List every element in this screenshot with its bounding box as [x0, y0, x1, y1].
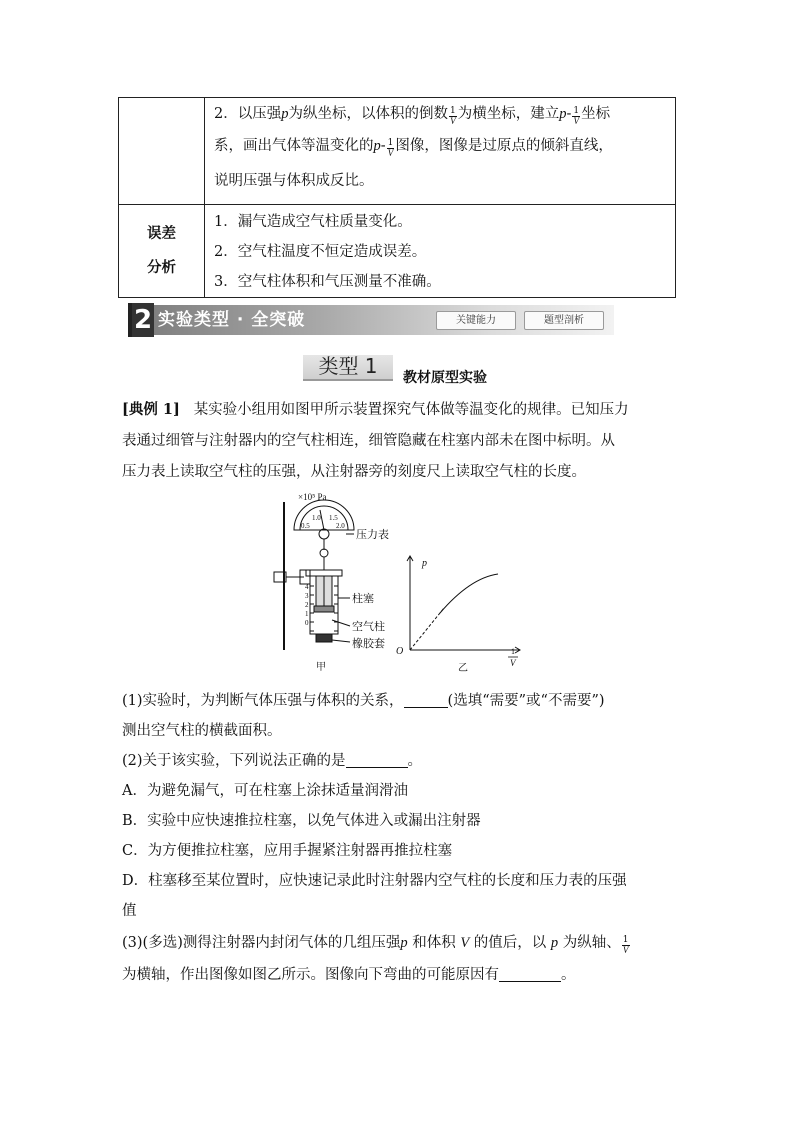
gauge-tick: 1.5: [329, 514, 338, 522]
questions: [122, 686, 631, 990]
label-plunger: 柱塞: [352, 593, 374, 605]
table-row1-line1: 2．以压强p为纵坐标，以体积的倒数 $\frac{1}{V}$ 为横坐标，建立p- $\frac{1}{V}$ 坐标: [214, 106, 611, 126]
banner-title: 实验类型 · 全突破: [158, 310, 306, 330]
graph-curve: [440, 574, 498, 613]
gauge-tick: 0.5: [301, 522, 310, 530]
graph-x-den: V: [510, 658, 516, 668]
fraction-1-over-v: $\frac{1}{V}$: [573, 106, 580, 126]
question-3-line-1: (3)(多选)测得注射器内封闭气体的几组压强p 和体积 V 的值后，以 p 为纵轴、 $\frac{1}{V}$: [122, 935, 629, 955]
question-2: (2)关于该实验，下列说法正确的是 。: [122, 753, 423, 769]
example-line-3: 压力表上读取空气柱的压强，从注射器旁的刻度尺上读取空气柱的长度。: [122, 464, 586, 480]
rubber-cap: [316, 634, 332, 642]
label-air-column: 空气柱: [352, 621, 385, 633]
table-cell-error-items: [205, 205, 676, 298]
example-paragraph: [122, 395, 629, 487]
error-item: 3．空气柱体积和气压测量不准确。: [214, 274, 441, 290]
gauge-unit: ×10⁵ Pa: [298, 492, 327, 502]
label-gauge: 压力表: [356, 529, 389, 541]
example-tag: [典例 1]: [122, 401, 180, 418]
experiment-figure: [270, 490, 530, 680]
caption-jia: 甲: [316, 662, 326, 673]
question-1-line-2: 测出空气柱的横截面积。: [122, 723, 282, 739]
graph-p-label: p: [422, 558, 427, 569]
type-heading-subtitle: 教材原型实验: [403, 370, 487, 386]
example-line-2: 表通过细管与注射器内的空气柱相连，细管隐藏在柱塞内部未在图中标明。从: [122, 433, 615, 449]
scale-number: 0: [305, 619, 309, 627]
tag-key-ability: 关键能力: [436, 311, 516, 330]
option-d-continued: 值: [122, 903, 137, 919]
fraction-1-over-v: $\frac{1}{V}$: [449, 106, 456, 126]
error-item: 1．漏气造成空气柱质量变化。: [214, 214, 412, 230]
gauge-tick: 2.0: [336, 522, 345, 530]
summary-table: [118, 97, 676, 298]
option-c: C．为方便推拉柱塞，应用手握紧注射器再推拉柱塞: [122, 843, 453, 859]
example-line-1: [典例 1] 某实验小组用如图甲所示装置探究气体做等温变化的规律。已知压力: [122, 401, 629, 418]
graph-origin: O: [396, 646, 404, 657]
scale-number: 4: [305, 583, 309, 591]
tag-question-analysis: 题型剖析: [524, 311, 604, 330]
option-d: D．柱塞移至某位置时，应快速记录此时注射器内空气柱的长度和压力表的压强: [122, 873, 627, 889]
gauge-tick: 1.0: [312, 514, 321, 522]
table-cell-graph-method: [205, 98, 676, 205]
caption-yi: 乙: [458, 663, 468, 674]
scale-number: 1: [305, 610, 309, 618]
graph-x-num: 1: [511, 647, 515, 656]
question-3-line-2: 为横轴，作出图像如图乙所示。图像向下弯曲的可能原因有 。: [122, 967, 576, 983]
banner-number-badge: 2: [128, 303, 154, 337]
scale-number: 2: [305, 601, 309, 609]
table-empty-cell: [119, 98, 205, 205]
scale-number: 3: [305, 592, 309, 600]
table-row1-line3: 说明压强与体积成反比。: [214, 173, 374, 189]
fraction-1-over-v: $\frac{1}{V}$: [622, 935, 629, 955]
answer-blank-q1[interactable]: [404, 691, 448, 708]
label-rubber-cap: 橡胶套: [352, 638, 385, 650]
fraction-1-over-v: $\frac{1}{V}$: [387, 138, 394, 158]
option-b: B．实验中应快速推拉柱塞，以免气体进入或漏出注射器: [122, 813, 481, 829]
table-row1-line2: 系，画出气体等温变化的p- $\frac{1}{V}$ 图像，图像是过原点的倾斜直线，: [214, 138, 613, 158]
table-label-error-analysis: 误差 分析: [119, 205, 205, 298]
option-a: A．为避免漏气，可在柱塞上涂抹适量润滑油: [122, 783, 408, 799]
graph-ideal-line: [410, 608, 444, 650]
error-item: 2．空气柱温度不恒定造成误差。: [214, 244, 427, 260]
type-heading-label: 类型 1: [318, 354, 378, 378]
question-1-line-1: (1)实验时，为判断气体压强与体积的关系， (选填“需要”或“不需要”): [122, 693, 605, 709]
answer-blank-q3[interactable]: [499, 965, 561, 982]
answer-blank-q2[interactable]: [346, 751, 408, 768]
